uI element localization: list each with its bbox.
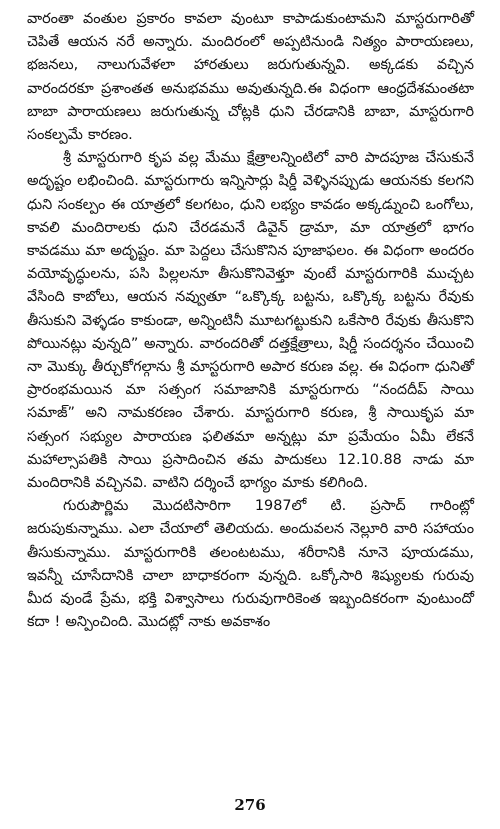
page-number: 276	[234, 796, 266, 814]
paragraph-3: గురుపౌర్ణిమ మొదటిసారిగా 1987లో టి. ప్రసాద్ గారింట్లో జరుపుకున్నాము. ఎలా చేయాలో తెలియదు. అందువలన నెల్లూరి వారి సహాయం తీసుకున్నాము. మాస్టరుగారికి తలంటటము, శరీరానికి నూనె పూయడము, ఇవన్నీ చూసేదానికి చాలా బాధాకరంగా వున్నది. ఒక్కోసారి శిష్యులకు గురువు మీద వుండే ప్రేమ, భక్తి విశ్వాసాలు గురువుగారికెంత ఇబ్బందికరంగా వుంటుందో కదా ! అన్పించింది. మొదట్లో నాకు అవకాశం	[27, 498, 474, 631]
paragraph-1: వారంతా వంతుల ప్రకారం కావలా వుంటూ కాపాడుకుంటామని మాస్టరుగారితో చెపితే ఆయన నరే అన్నారు. మందిరంలో అప్పటినుండి నిత్యం పారాయణలు, భజనలు, నాలుగువేళలా హారతులు జరుగుతున్నవి. అక్కడకు వచ్చిన వారందరకూ ప్రశాంతత అనుభవము అవుతున్నది.ఈ విధంగా ఆంధ్రదేశమంతటా బాబా పారాయణలు జరుగుతున్న చోట్లకి ధుని చేరడానికి బాబా, మాస్టరుగారి సంకల్పమే కారణం.	[27, 11, 474, 144]
paragraph-2: శ్రీ మాస్టరుగారి కృప వల్ల మేము క్షేత్రాలన్నింటిలో వారి పాదపూజ చేసుకునే అదృష్టం లభించింది. మాస్టరుగారు ఇన్నిసార్లు షిర్డీ వెళ్ళినప్పుడు ఆయనకు కలగని ధుని సంకల్పం ఈ యాత్రలో కలగటం, ధుని లభ్యం కావడం అక్కడ్నుంచి ఒంగోలు, కావలి మందిరాలకు ధుని చేరడమనే డివైన్ డ్రామా, మా యాత్రలో భాగం కావడము మా అదృష్టం. మా పెద్దలు చేసుకొనిన పూజాఫలం. ఈ విధంగా అందరం వయోవృద్ధులను, పసి పిల్లలనూ తీసుకొనివెళ్తూ వుంటే మాస్టరుగారికి ముచ్చట వేసింది కాబోలు, ఆయన నవ్వుతూ “ఒక్కొక్క బట్టను, ఒక్కొక్క బట్టను రేవుకు తీసుకుని వెళ్ళడం కాకుండా, అన్నింటినీ మూటగట్టుకుని ఒకేసారి రేవుకు తీసుకొని పోయినట్లు వున్నది” అన్నారు. వారందరితో దత్తక్షేత్రాలు, షిర్డీ సందర్శనం చేయించి నా మొక్కు తీర్చుకోగల్గాను శ్రీ మాస్టరుగారి అపార కరుణ వల్ల. ఈ విధంగా ధునితో ప్రారంభమయిన మా సత్సంగ సమాజానికి మాస్టరుగారు “నందదీప్ సాయి సమాజ్” అని నామకరణం చేశారు. మాస్టరుగారి కరుణ, శ్రీ సాయికృప మా సత్సంగ సభ్యుల పారాయణ ఫలితమా అన్నట్లు మా ప్రమేయం ఏమీ లేకనే మహాల్సాపతికి సాయి ప్రసాదించిన తమ పాదుకలు 12.10.88 నాడు మా మందిరానికి వచ్చినవి. వాటిని దర్శించే భాగ్యం మాకు కలిగింది.	[27, 150, 474, 492]
